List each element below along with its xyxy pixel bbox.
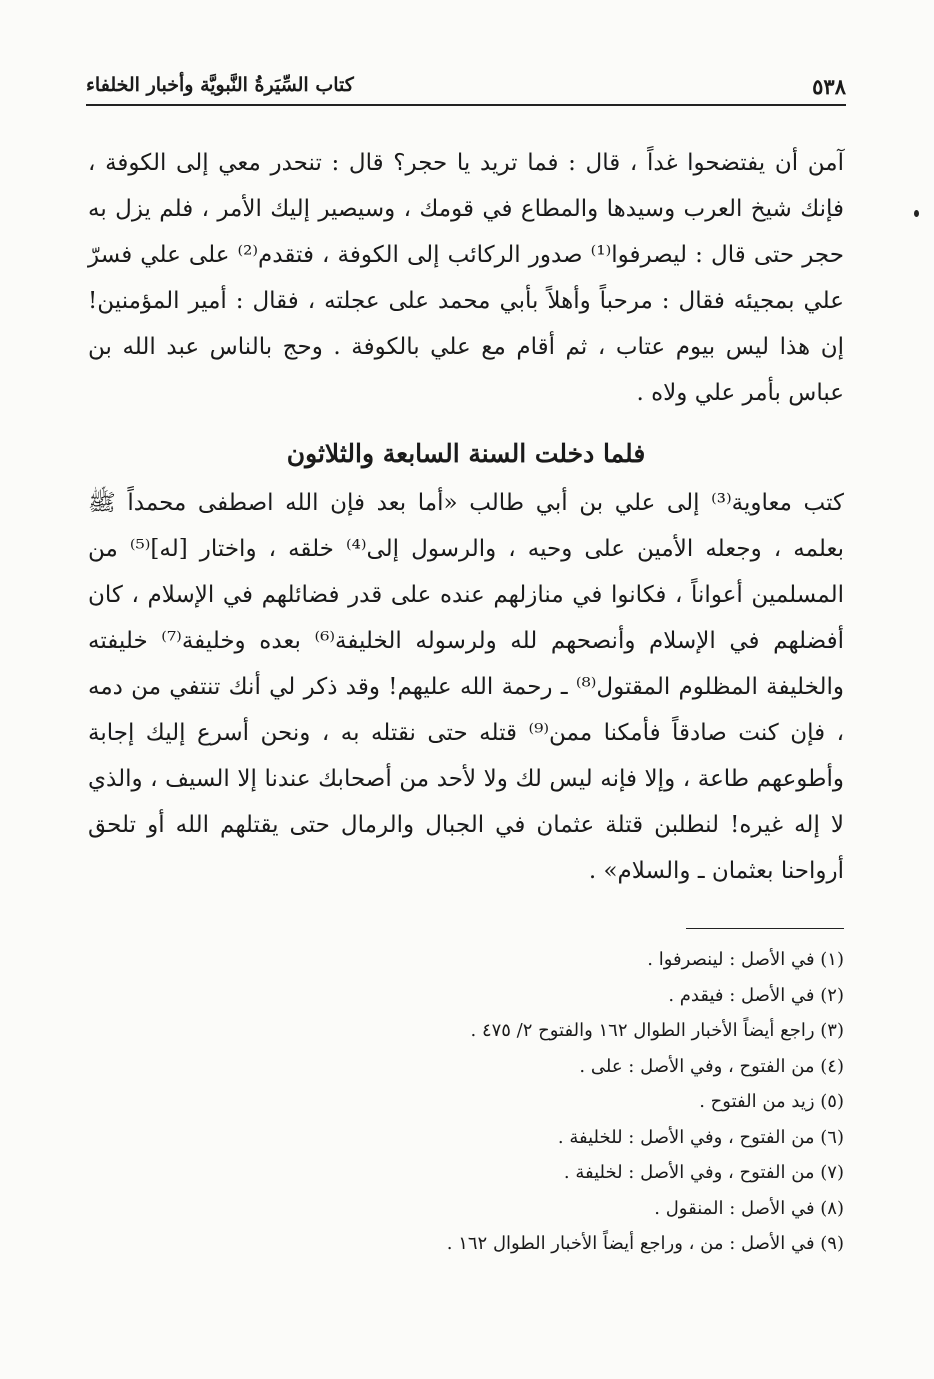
footnote-2: (٢) في الأصل : فيقدم . (668, 984, 844, 1006)
paragraph-1: آمن أن يفتضحوا غداً ، قال : فما تريد يا حجر؟ قال : تنحدر معي إلى الكوفة ، فإنك شيخ العرب وسيدها والمطاع في قومك ، وسيصير إليك الأمر ، فلم يزل به حجر حتى قال : ليصرفوا⁽¹⁾ صدور الركائب إلى الكوفة ، فتقدم⁽²⁾ على علي فسرّ علي بمجيئه فقال : مرحباً وأهلاً بأبي محمد على عجلته ، فقال : أمير المؤمنين! إن هذا ليس بيوم عتاب ، ثم أقام مع علي بالكوفة . وحج بالناس عبد الله بن عباس بأمر علي ولاه . (88, 150, 844, 406)
footnote-4: (٤) من الفتوح ، وفي الأصل : على . (579, 1055, 844, 1077)
running-title: كتاب السِّيَرةُ النَّبويَّة وأخبار الخلفاء (86, 74, 354, 96)
footnote-7: (٧) من الفتوح ، وفي الأصل : لخليفة . (563, 1162, 844, 1183)
footnote-6: (٦) من الفتوح ، وفي الأصل : للخليفة . (557, 1126, 844, 1148)
page-header (86, 70, 846, 104)
footnote-9: (٩) في الأصل : من ، وراجع أيضاً الأخبار الطوال ١٦٢ . (446, 1233, 844, 1254)
footnote-rule (686, 928, 844, 929)
footnote-8: (٨) في الأصل : المنقول . (654, 1197, 844, 1219)
section-heading: فلما دخلت السنة السابعة والثلاثون (286, 439, 646, 468)
page-number: ٥٣٨ (812, 74, 846, 99)
footnote-5: (٥) زيد من الفتوح . (699, 1091, 844, 1112)
footnotes (300, 942, 844, 1262)
footnote-1: (١) في الأصل : لينصرفوا . (647, 949, 844, 970)
footnote-3: (٣) راجع أيضاً الأخبار الطوال ١٦٢ والفتوح ٢/ ٤٧٥ . (470, 1020, 844, 1041)
paragraph-2: كتب معاوية⁽³⁾ إلى علي بن أبي طالب «أما بعد فإن الله اصطفى محمداً ﷺ بعلمه ، وجعله الأمين على وحيه ، والرسول إلى⁽⁴⁾ خلقه ، واختار [له]⁽⁵⁾ من المسلمين أعواناً ، فكانوا في منازلهم عنده على قدر فضائلهم في الإسلام ، كان أفضلهم في الإسلام وأنصحهم لله ولرسوله الخليفة⁽⁶⁾ بعده وخليفة⁽⁷⁾ خليفته والخليفة المظلوم المقتول⁽⁸⁾ ـ رحمة الله عليهم! وقد ذكر لي أنك تنتفي من دمه ، فإن كنت صادقاً فأمكنا ممن⁽⁹⁾ قتله حتى نقتله به ، ونحن أسرع إليك إجابة وأطوعهم طاعة ، وإلا فإنه ليس لك ولا لأحد من أصحابك عندنا إلا السيف ، والذي لا إله غيره! لنطلبن قتلة عثمان في الجبال والرمال حتى يقتلهم الله أو تلحق أرواحنا بعثمان ـ والسلام» . (88, 490, 845, 884)
header-rule (86, 104, 846, 106)
ink-spot (914, 210, 919, 217)
